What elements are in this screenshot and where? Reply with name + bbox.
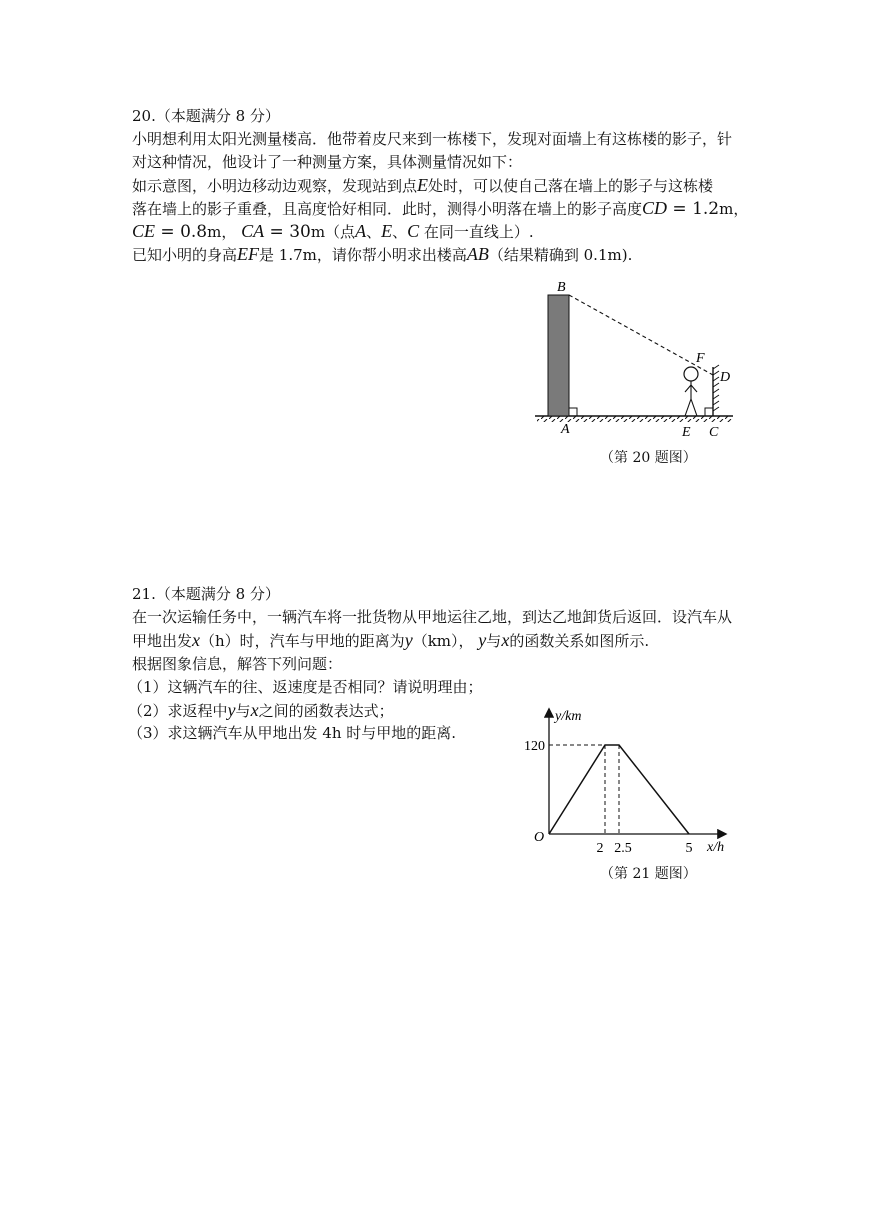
q20-figure [525,275,750,445]
q21-line2 [132,630,649,651]
q21-item2 [128,700,394,721]
y-axis-label: y/km [555,709,582,724]
q21-line2-a: 甲地出发 [132,632,193,650]
sun-ray [569,295,713,375]
person-head [684,367,698,381]
q21-line2-d: 与 [486,632,502,650]
q21-item2-c: 之间的函数表达式； [258,702,394,720]
y-tick-label: 120 [524,739,545,754]
q20-var-e: E [417,175,429,195]
q20-line3 [132,175,713,196]
q20-line3-b: 处时，可以使自己落在墙上的影子与这栋楼 [428,177,714,195]
label-e: E [682,425,691,440]
q21-line2-b: （h）时，汽车与甲地的距离为 [200,632,405,650]
q21-item2-var-y: y [227,700,236,720]
q20-line2: 对这种情况，他设计了一种测量方案，具体测量情况如下： [132,153,523,171]
label-b: B [557,280,566,295]
q21-line2-e: 的函数关系如图所示. [509,632,650,650]
label-a: A [561,422,570,437]
q20-header: 20.（本题满分 8 分） [132,107,280,125]
q21-var-y2: y [478,630,487,650]
x-tick-label: 2.5 [614,841,632,856]
q20-line6-c: （结果精确到 0.1m). [488,246,633,264]
q20-sep1: 、 [366,223,382,241]
q20-var-ab: AB [466,244,489,264]
person-arm-left [685,385,691,392]
q20-point-a: A [355,221,367,241]
q20-point-c: C [407,221,420,241]
q21-var-x2: x [501,630,510,650]
q20-cd-unit: m， [719,200,749,218]
person-leg-left [685,399,691,416]
building [548,295,569,416]
q20-var-cd: CD [642,198,668,218]
q20-line3-a: 如示意图，小明边移动边观察，发现站到点 [132,177,418,195]
q21-var-y: y [404,630,413,650]
origin-label: O [534,830,545,845]
q20-line4 [132,198,748,219]
x-tick-label: 5 [685,841,693,856]
q21-item2-var-x: x [250,700,259,720]
right-angle-a [569,408,577,416]
person-arm-right [691,385,697,392]
label-d: D [720,370,731,385]
q20-line5-tail: 在同一直线上）. [419,223,534,241]
q20-ce-value: = 0.8 [155,222,208,242]
q20-var-ca: CA [241,221,265,241]
q21-header: 21.（本题满分 8 分） [132,585,280,603]
label-f: F [696,351,705,366]
q20-sep2: 、 [392,223,408,241]
q20-ca-unit: m（点 [310,223,356,241]
q21-line2-c: （km）， [412,632,474,650]
wall-hatch [713,365,719,411]
q21-item2-a: （2）求返程中 [128,702,228,720]
q21-line1: 在一次运输任务中，一辆汽车将一批货物从甲地运往乙地，到达乙地卸货后返回．设汽车从 [132,608,733,626]
q21-line3: 根据图象信息，解答下列问题： [132,655,343,673]
q21-item1: （1）这辆汽车的往、返速度是否相同？请说明理由； [128,678,483,696]
q21-item2-b: 与 [235,702,251,720]
q20-line6-b: 是 1.7m，请你帮小明求出楼高 [259,246,467,264]
q20-line6-a: 已知小明的身高 [132,246,238,264]
label-c: C [709,425,719,440]
person-leg-right [691,399,697,416]
q20-line4-a: 落在墙上的影子重叠，且高度恰好相同．此时，测得小明落在墙上的影子高度 [132,200,643,218]
q21-item3: （3）求这辆汽车从甲地出发 4h 时与甲地的距离. [128,724,457,742]
q20-var-ce: CE [132,221,156,241]
q20-ca-value: = 30 [264,222,311,242]
q21-caption: （第 21 题图） [600,866,697,882]
x-tick-label: 2 [596,841,604,856]
x-axis-label: x/h [707,840,725,855]
q20-var-ef: EF [237,244,260,264]
q20-line1: 小明想利用太阳光测量楼高．他带着皮尺来到一栋楼下，发现对面墙上有这栋楼的影子，针 [132,130,733,148]
q20-line6 [132,244,632,265]
q20-ce-unit: m， [207,223,237,241]
q20-line5 [132,221,534,242]
q20-caption: （第 20 题图） [600,450,697,466]
right-angle-c [705,408,713,416]
q21-var-x: x [192,630,201,650]
q21-chart [515,700,745,860]
q20-cd-value: = 1.2 [667,199,720,219]
q20-point-e: E [381,221,393,241]
